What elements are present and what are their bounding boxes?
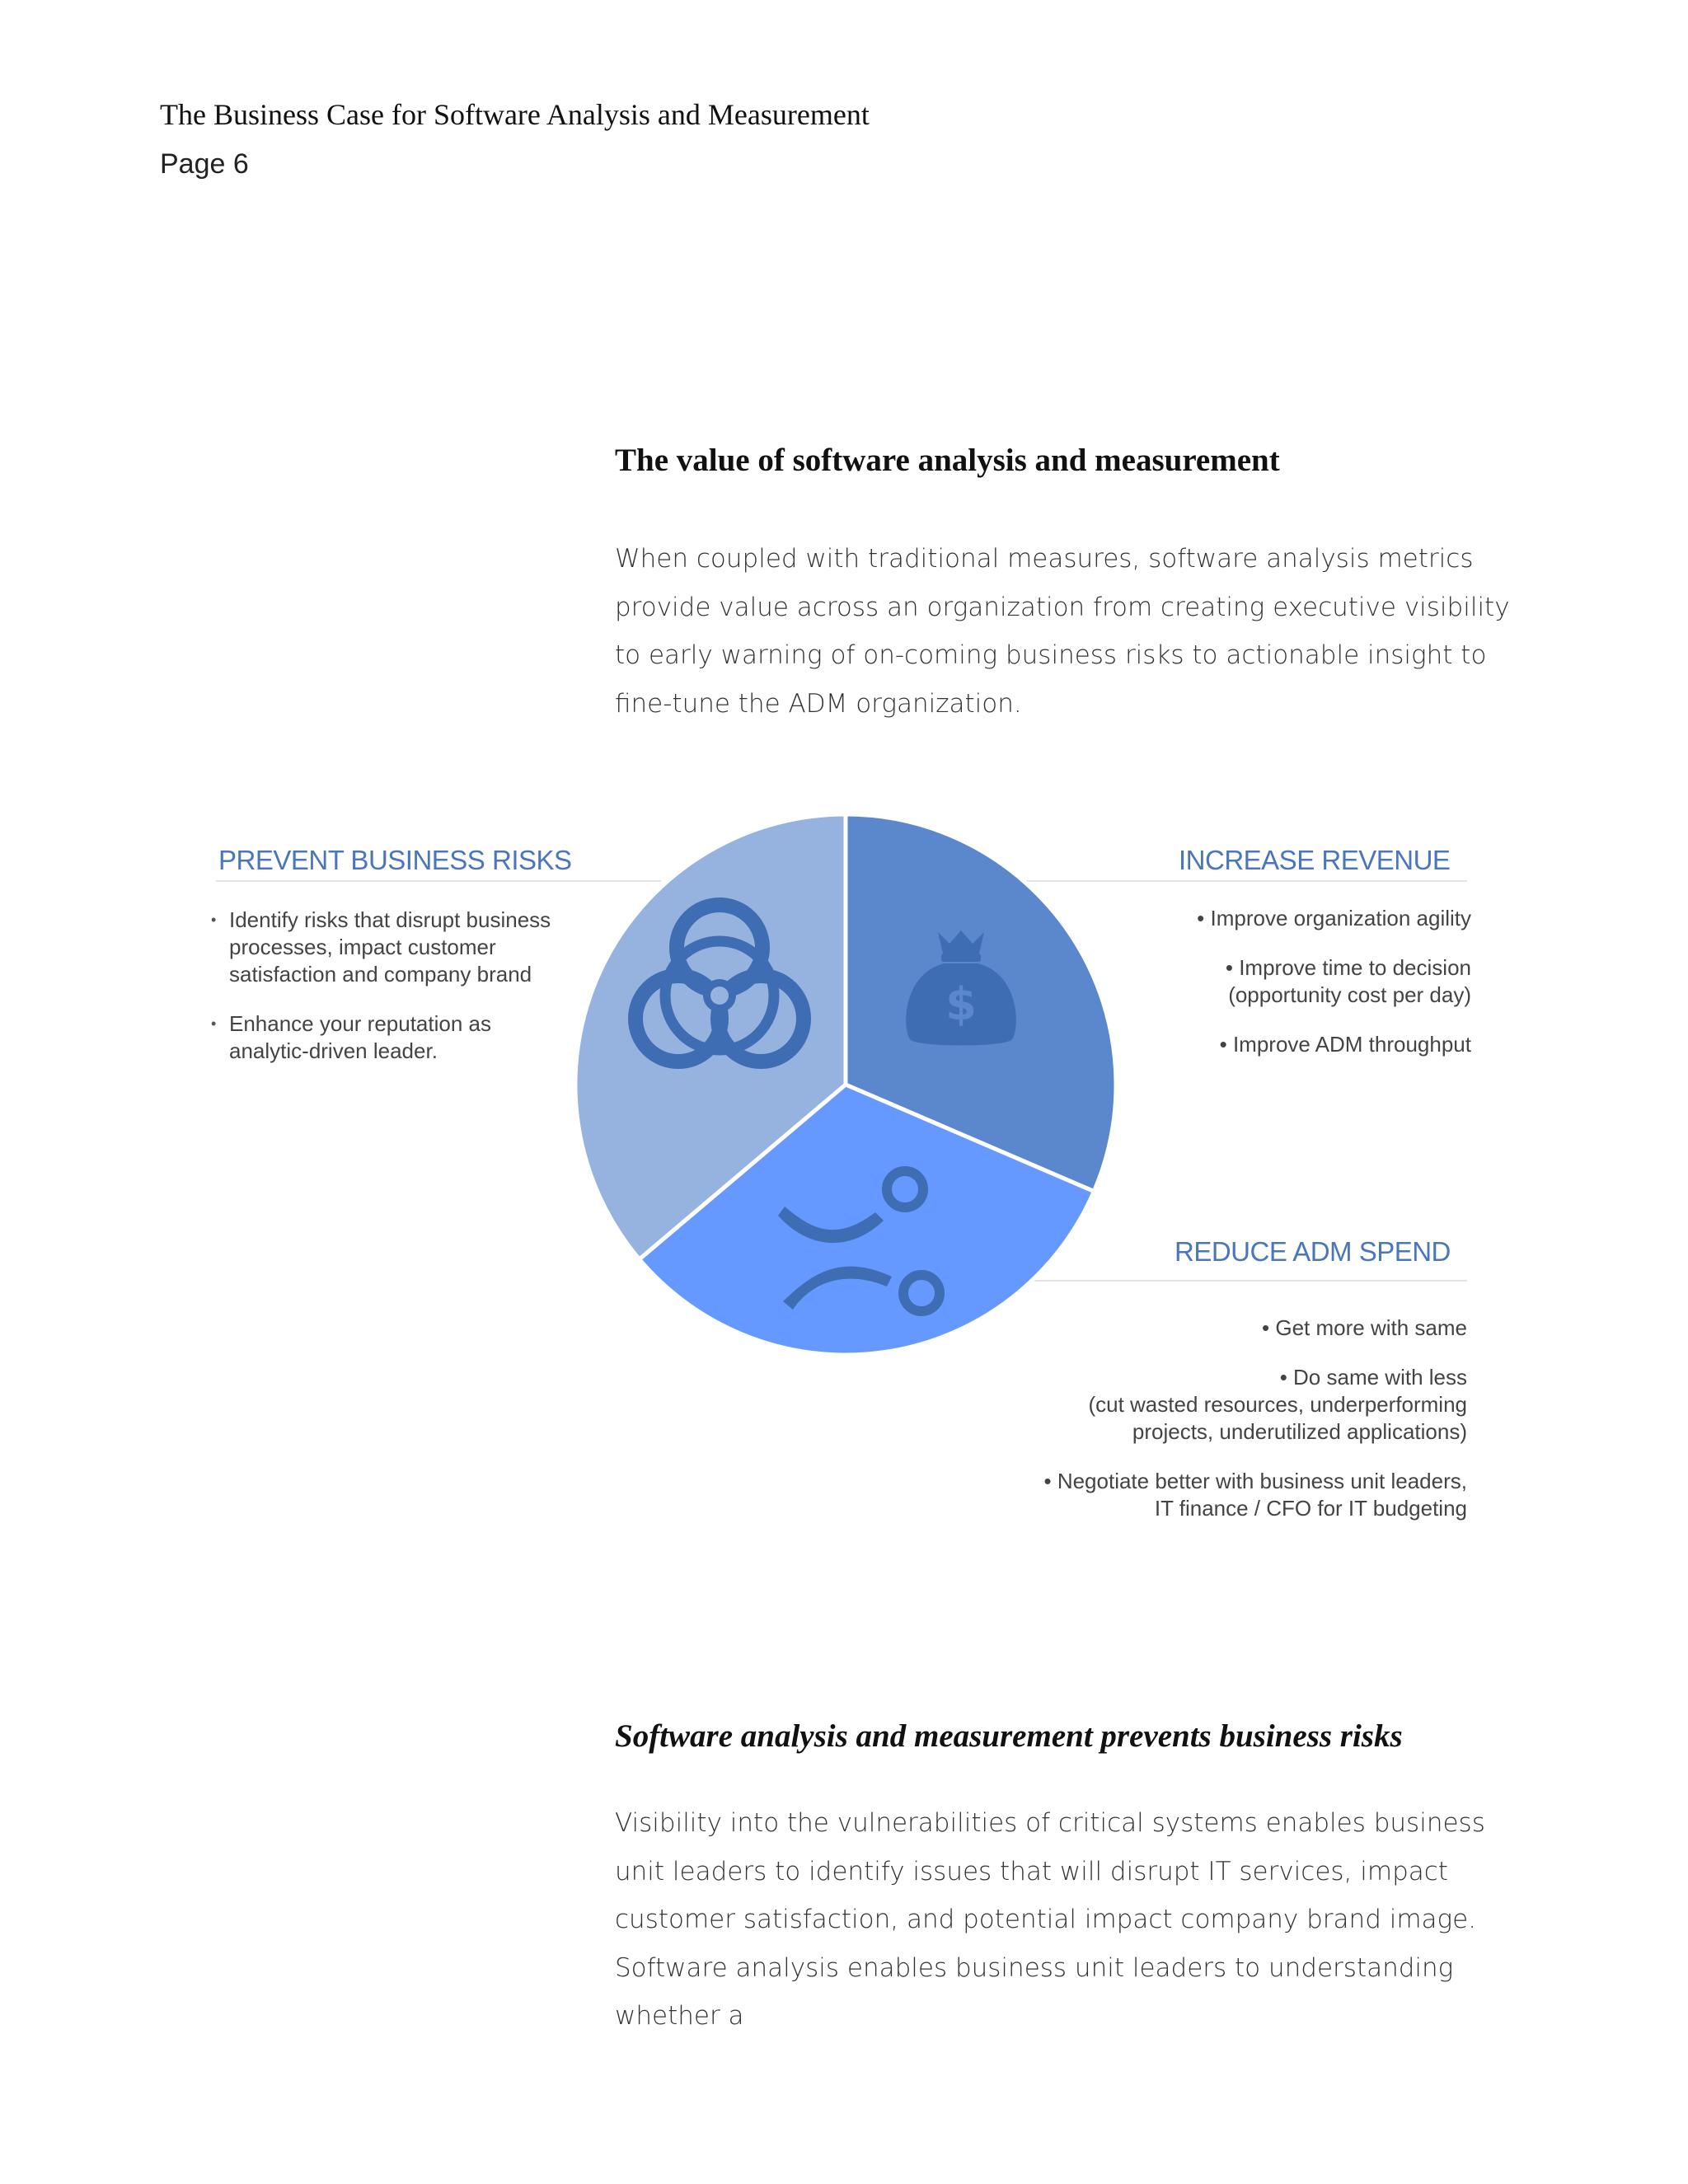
section-heading-italic: Software analysis and measurement prevents business risks	[615, 1718, 1403, 1754]
list-item: • Identify risks that disrupt business processes, impact customer satisfaction and company brand	[211, 907, 551, 987]
svg-text:$: $	[945, 978, 977, 1030]
bullet-text: Improve organization agility	[1210, 906, 1471, 930]
list-item: • Do same with less (cut wasted resources, underperforming projects, underutilized applications)	[1088, 1365, 1467, 1444]
section-paragraph: Visibility into the vulnerabilities of critical systems enables business unit leaders to identify issues that will disrupt IT services, impact customer satisfaction, and potential impact company brand image. Software analysis enables business unit leaders to understanding whether a	[615, 1808, 1485, 2031]
document-title: The Business Case for Software Analysis and Measurement	[160, 98, 870, 131]
section-heading: The value of software analysis and measurement	[615, 443, 1280, 478]
prevent-risks-list	[211, 907, 557, 1087]
value-pie	[569, 808, 1123, 1361]
reduce-spend-heading: REDUCE ADM SPEND	[1175, 1236, 1451, 1267]
page-number: Page 6	[160, 148, 249, 180]
list-item: • Negotiate better with business unit leaders, IT finance / CFO for IT budgeting	[1043, 1469, 1467, 1521]
increase-revenue-heading: INCREASE REVENUE	[1179, 845, 1451, 875]
bullet-text: Do same with less (cut wasted resources, underperforming projects, underutilized applications)	[1088, 1365, 1467, 1444]
bullet-text: Identify risks that disrupt business processes, impact customer satisfaction and company brand	[229, 907, 551, 987]
bullet-text: Improve time to decision (opportunity cost per day)	[1228, 955, 1471, 1007]
bullet-text: Improve ADM throughput	[1232, 1032, 1471, 1057]
list-item: • Improve time to decision (opportunity cost per day)	[1225, 955, 1471, 1007]
list-item: • Get more with same	[1262, 1315, 1467, 1340]
bullet-text: Enhance your reputation as analytic-driven leader.	[229, 1011, 491, 1063]
bullet-text: Negotiate better with business unit leaders, IT finance / CFO for IT budgeting	[1057, 1469, 1467, 1521]
list-item: • Enhance your reputation as analytic-driven leader.	[211, 1011, 491, 1063]
list-item: • Improve ADM throughput	[1219, 1032, 1471, 1057]
list-item: • Improve organization agility	[1197, 906, 1471, 930]
bullet-text: Get more with same	[1275, 1315, 1467, 1340]
section-paragraph: When coupled with traditional measures, software analysis metrics provide value across an organization from creating executive visibility to early warning of on-coming business risks to actionable insight to fine-tune the ADM organization.	[615, 544, 1510, 719]
prevent-risks-heading: PREVENT BUSINESS RISKS	[218, 845, 572, 875]
